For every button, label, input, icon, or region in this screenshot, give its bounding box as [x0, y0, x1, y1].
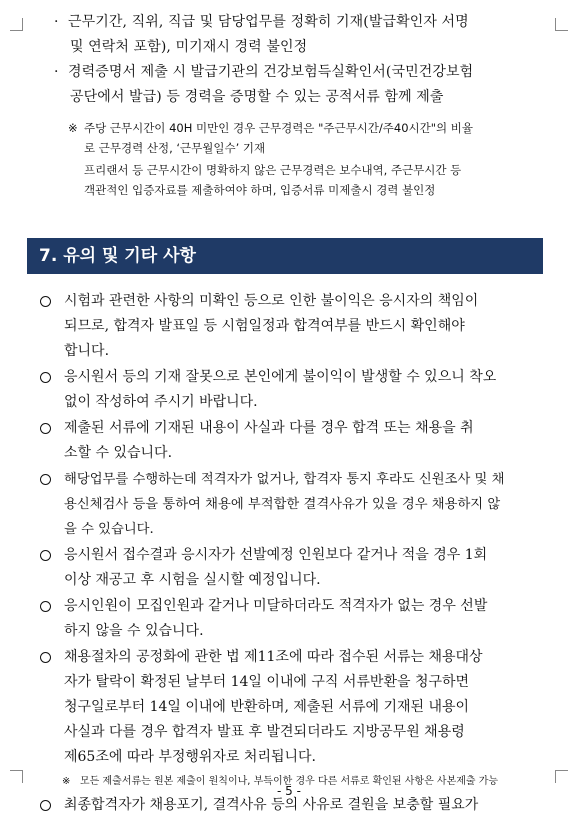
- text-line: 근무기간, 직위, 직급 및 담당업무를 정확히 기재(발급확인자 서명: [68, 14, 469, 30]
- text-line: 응시원서 접수결과 응시자가 선발예정 인원보다 같거나 적을 경우 1회: [64, 547, 488, 563]
- text-line: 청구일로부터 14일 이내에 반환하며, 제출된 서류에 기재된 내용이: [64, 699, 470, 715]
- reference-mark-icon: ※: [68, 121, 78, 135]
- list-item: [38, 467, 548, 542]
- circle-bullet-icon: [40, 601, 51, 612]
- note-freelancer: [84, 160, 554, 200]
- circle-bullet-icon: [40, 296, 51, 307]
- top-bullet-list: [54, 10, 554, 110]
- text-line: 사실과 다를 경우 합격자 발표 후 발견되더라도 지방공무원 채용령: [64, 724, 465, 740]
- text-line: 최종합격자가 채용포기, 결격사유 등의 사유로 결원을 보충할 필요가: [64, 797, 479, 813]
- top-bullet-item: [54, 10, 554, 60]
- text-line: 제65조에 따라 부정행위자로 처리됩니다.: [64, 749, 316, 765]
- text-line: 응시인원이 모집인원과 같거나 미달하더라도 적격자가 없는 경우 선발: [64, 598, 488, 614]
- note-line: 객관적인 입증자료를 제출하여야 하며, 입증서류 미제출시 경력 불인정: [84, 183, 436, 197]
- circle-bullet-icon: [40, 652, 51, 663]
- top-bullet-item: [54, 60, 554, 110]
- list-item: [38, 416, 548, 466]
- text-line: 해당업무를 수행하는데 적격자가 없거나, 합격자 통지 후라도 신원조사 및 채: [64, 472, 505, 487]
- text-line: 시험과 관련한 사항의 미확인 등으로 인한 불이익은 응시자의 책임이: [64, 293, 479, 309]
- crop-mark-bottom-left: [10, 770, 23, 783]
- note-line: 주당 근무시간이 40H 미만인 경우 근무경력은 "주근무시간/주40시간"의 비율: [84, 121, 474, 135]
- crop-mark-top-left: [10, 18, 23, 31]
- page-number: - 5 -: [277, 784, 301, 798]
- text-line: 합니다.: [64, 343, 110, 359]
- text-line: 을 수 있습니다.: [64, 522, 154, 537]
- circle-bullet-icon: [40, 800, 51, 811]
- note-line: 프리랜서 등 근무시간이 명확하지 않은 근무경력은 보수내역, 주근무시간 등: [84, 163, 462, 177]
- list-item: [38, 289, 548, 364]
- circle-bullet-icon: [40, 474, 51, 485]
- list-item: [38, 365, 548, 415]
- list-item: [38, 594, 548, 644]
- notice-list: [38, 289, 548, 819]
- text-line: 용신체검사 등을 통하여 채용에 부적합한 결격사유가 있을 경우 채용하지 않: [64, 497, 501, 512]
- list-item: [38, 645, 548, 770]
- circle-bullet-icon: [40, 550, 51, 561]
- text-line: 소할 수 있습니다.: [64, 445, 173, 461]
- text-line: 공단에서 발급) 등 경력을 증명할 수 있는 공적서류 함께 제출: [70, 89, 444, 105]
- reference-mark-icon: ※: [62, 776, 71, 787]
- text-line: 및 연락처 포함), 미기재시 경력 불인정: [70, 39, 308, 55]
- note-text: 모든 제출서류는 원본 제출이 원칙이나, 부득이한 경우 다른 서류로 확인된 사항은 사본제출 가능: [80, 776, 499, 787]
- text-line: 제출된 서류에 기재된 내용이 사실과 다를 경우 합격 또는 채용을 취: [64, 420, 474, 436]
- text-line: 응시원서 등의 기재 잘못으로 본인에게 불이익이 발생할 수 있으니 착오: [64, 369, 497, 385]
- text-line: 되므로, 합격자 발표일 등 시험일정과 합격여부를 반드시 확인해야: [64, 318, 465, 334]
- bullet-dot: ·: [54, 14, 59, 30]
- text-line: 채용절차의 공정화에 관한 법 제11조에 따라 접수된 서류는 채용대상: [64, 649, 483, 665]
- list-item: [38, 543, 548, 593]
- crop-mark-top-right: [555, 18, 568, 31]
- text-line: 경력증명서 제출 시 발급기관의 건강보험득실확인서(국민건강보험: [68, 64, 474, 80]
- text-line: 자가 탈락이 확정된 날부터 14일 이내에 구직 서류반환을 청구하면: [64, 674, 470, 690]
- section-title: 7. 유의 및 기타 사항: [27, 238, 543, 274]
- circle-bullet-icon: [40, 372, 51, 383]
- note-weekly-hours: [68, 118, 554, 158]
- note-line: 로 근무경력 산정, ‘근무월일수’ 기재: [84, 141, 266, 155]
- text-line: 하지 않을 수 있습니다.: [64, 623, 204, 639]
- bullet-dot: ·: [54, 64, 59, 80]
- crop-mark-bottom-right: [555, 770, 568, 783]
- circle-bullet-icon: [40, 423, 51, 434]
- text-line: 없이 작성하여 주시기 바랍니다.: [64, 394, 258, 410]
- text-line: 이상 재공고 후 시험을 실시할 예정입니다.: [64, 572, 321, 588]
